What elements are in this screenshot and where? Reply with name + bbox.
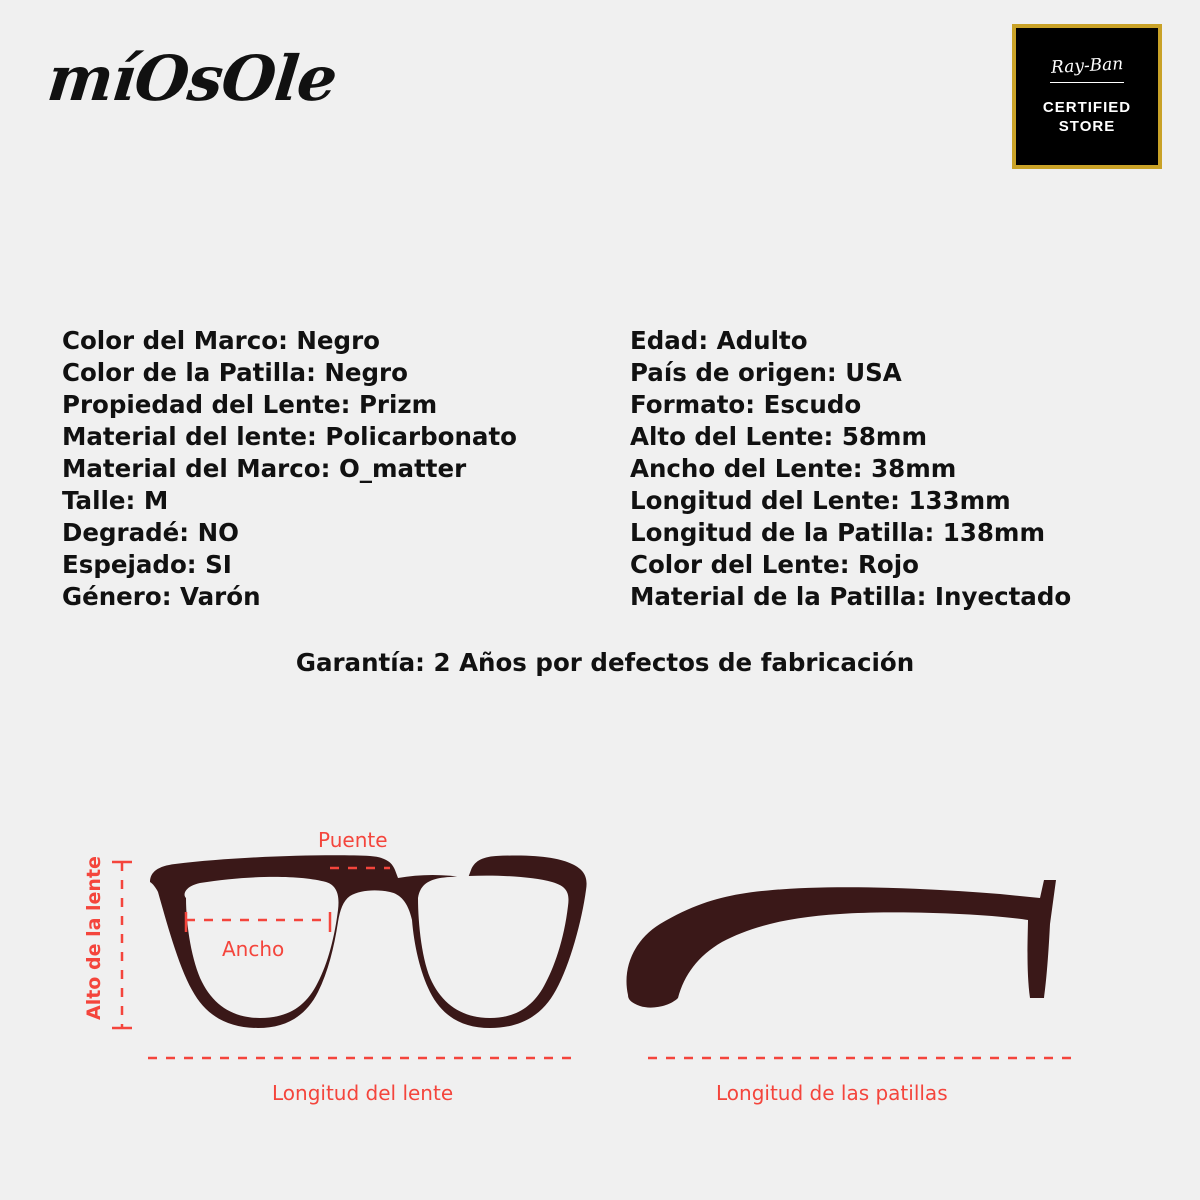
spec-lens-length: Longitud del Lente: 133mm bbox=[630, 486, 1011, 515]
label-lens-length: Longitud del lente bbox=[272, 1081, 454, 1105]
spec-temple-color: Color de la Patilla: Negro bbox=[62, 358, 408, 387]
spec-mirrored: Espejado: SI bbox=[62, 550, 232, 579]
glasses-side-illustration bbox=[626, 880, 1056, 1008]
spec-lens-property: Propiedad del Lente: Prizm bbox=[62, 390, 438, 419]
label-lens-height: Alto de la lente bbox=[83, 856, 105, 1020]
spec-age: Edad: Adulto bbox=[630, 326, 808, 355]
label-temple-length: Longitud de las patillas bbox=[716, 1081, 948, 1105]
rayban-logo: Ray-Ban bbox=[1050, 54, 1124, 79]
glasses-front-illustration bbox=[150, 855, 587, 1028]
label-bridge: Puente bbox=[318, 828, 388, 852]
spec-lens-height: Alto del Lente: 58mm bbox=[630, 422, 927, 451]
badge-divider bbox=[1050, 82, 1124, 83]
rayban-certified-store-badge bbox=[1012, 24, 1162, 169]
spec-frame-material: Material del Marco: O_matter bbox=[62, 454, 467, 483]
brand-logo: míOsOle bbox=[44, 42, 340, 115]
spec-gender: Género: Varón bbox=[62, 582, 261, 611]
spec-format: Formato: Escudo bbox=[630, 390, 862, 419]
spec-temple-material: Material de la Patilla: Inyectado bbox=[630, 582, 1072, 611]
spec-lens-width: Ancho del Lente: 38mm bbox=[630, 454, 957, 483]
spec-gradient: Degradé: NO bbox=[62, 518, 239, 547]
spec-size: Talle: M bbox=[62, 486, 169, 515]
spec-temple-length: Longitud de la Patilla: 138mm bbox=[630, 518, 1045, 547]
measurement-diagram bbox=[0, 820, 1200, 1150]
spec-lens-color: Color del Lente: Rojo bbox=[630, 550, 919, 579]
spec-column-left bbox=[0, 325, 570, 613]
side-measure-guides bbox=[648, 1058, 1072, 1105]
page-header bbox=[0, 0, 1200, 190]
spec-lens-material: Material del lente: Policarbonato bbox=[62, 422, 517, 451]
spec-frame-color: Color del Marco: Negro bbox=[62, 326, 380, 355]
spec-column-right bbox=[570, 325, 1200, 613]
spec-country-of-origin: País de origen: USA bbox=[630, 358, 902, 387]
specifications bbox=[0, 325, 1200, 613]
badge-certified-label: CERTIFIED bbox=[1042, 99, 1132, 117]
warranty-text: Garantía: 2 Años por defectos de fabricación bbox=[295, 648, 915, 677]
label-lens-width: Ancho bbox=[222, 937, 285, 961]
badge-store-label: STORE bbox=[1058, 118, 1116, 135]
